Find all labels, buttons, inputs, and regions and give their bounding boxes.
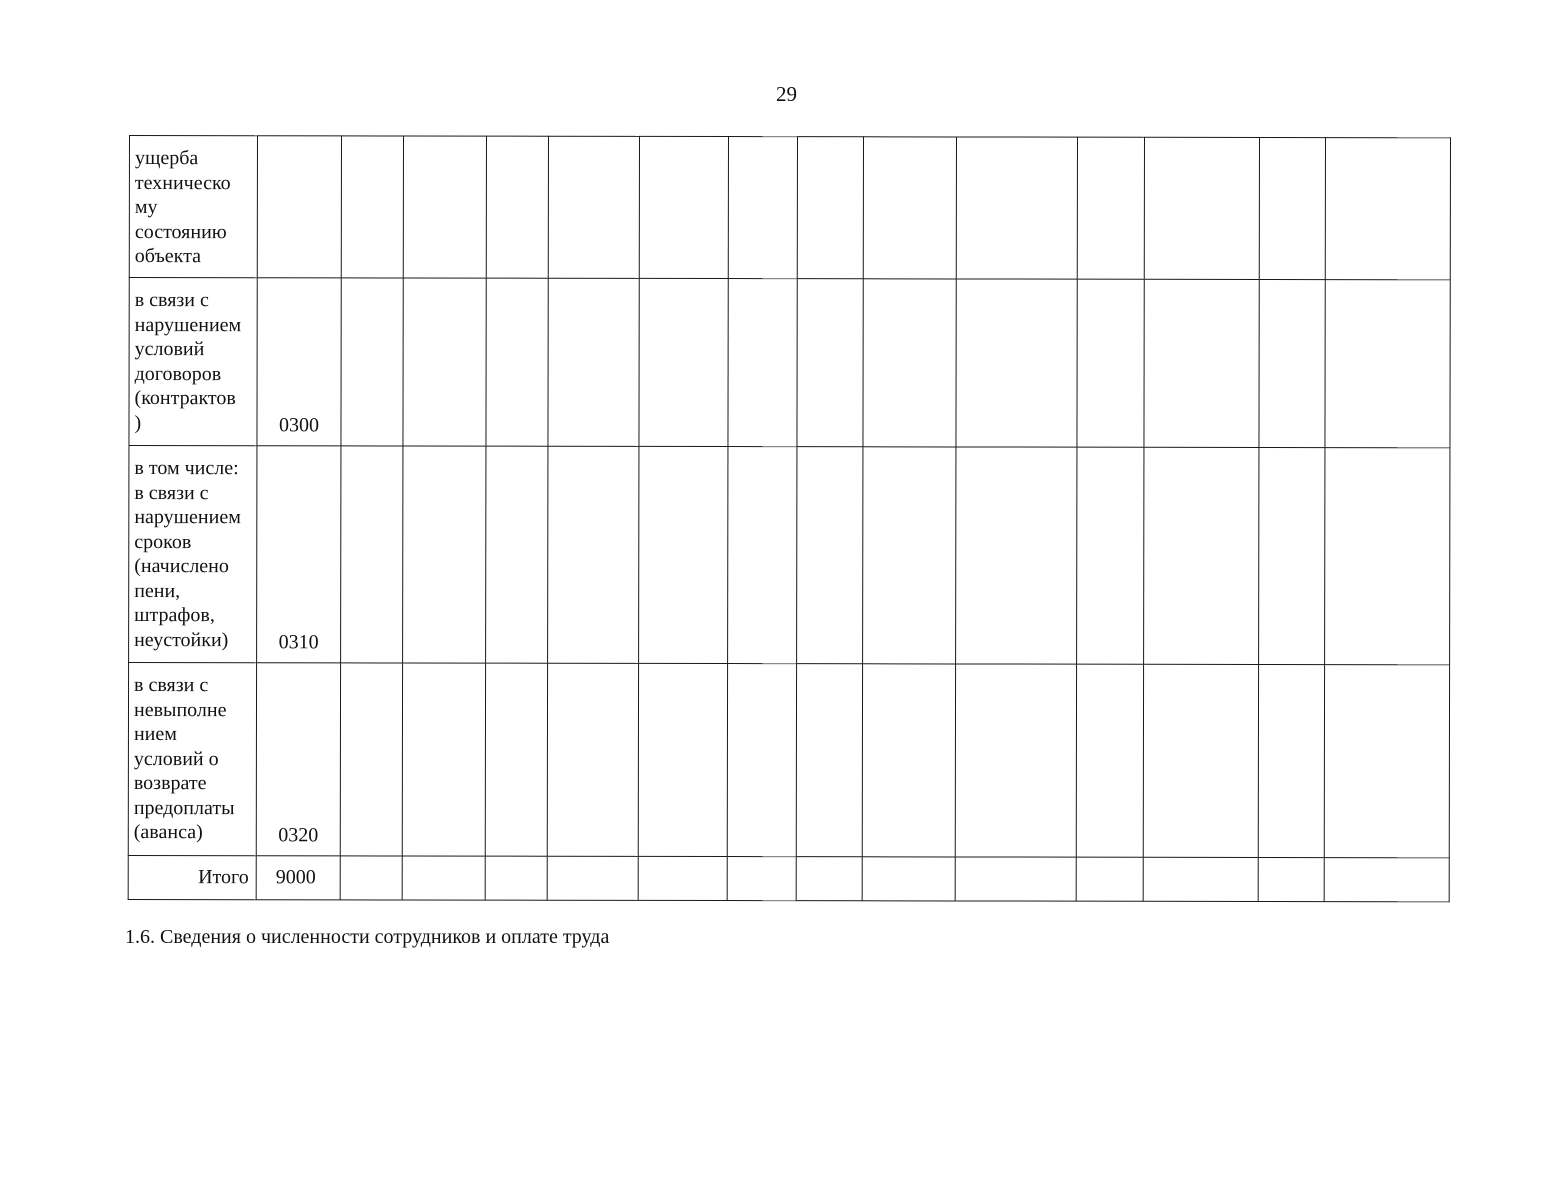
empty-cell (402, 856, 485, 900)
empty-cell (797, 279, 863, 447)
empty-cell (1324, 665, 1449, 858)
empty-cell (1259, 137, 1325, 279)
form-table (128, 135, 1451, 902)
empty-cell (955, 664, 1076, 857)
empty-cell (638, 856, 727, 900)
empty-cell (402, 663, 485, 856)
row-label: ущерба техническо му состоянию объекта (129, 136, 257, 278)
page-number: 29 (776, 82, 797, 106)
empty-cell (1076, 664, 1143, 857)
empty-cell (403, 278, 486, 446)
empty-cell (1076, 857, 1143, 901)
empty-cell (1325, 138, 1450, 280)
total-row (128, 855, 1449, 901)
empty-cell (797, 447, 863, 664)
empty-cell (797, 137, 863, 279)
total-code: 9000 (256, 856, 340, 900)
empty-cell (863, 279, 956, 447)
empty-cell (547, 856, 638, 900)
empty-cell (956, 137, 1077, 279)
empty-cell (1143, 857, 1258, 901)
empty-cell (1144, 447, 1259, 664)
empty-cell (1258, 664, 1324, 857)
empty-cell (1144, 137, 1259, 279)
empty-cell (1143, 664, 1258, 857)
empty-cell (727, 664, 796, 857)
empty-cell (639, 136, 728, 278)
empty-cell (1077, 137, 1144, 279)
empty-cell (862, 857, 955, 901)
empty-cell (403, 136, 486, 278)
empty-cell (1324, 858, 1449, 902)
empty-cell (863, 137, 956, 279)
empty-cell (728, 137, 797, 279)
section-heading: 1.6. Сведения о численности сотрудников и оплате труда (125, 926, 610, 948)
empty-cell (1259, 279, 1325, 447)
row-code: 0310 (257, 446, 341, 663)
empty-cell (956, 279, 1077, 447)
empty-cell (639, 278, 728, 446)
table-row (129, 446, 1450, 665)
empty-cell (486, 278, 548, 446)
empty-cell (1259, 447, 1325, 664)
empty-cell (547, 663, 638, 856)
empty-cell (341, 278, 403, 446)
empty-cell (486, 136, 548, 278)
row-label: в том числе: в связи с нарушением сроков (начислено пени, штрафов, неустойки) (129, 446, 257, 663)
empty-cell (955, 857, 1076, 901)
empty-cell (639, 446, 728, 663)
table-row (128, 663, 1449, 858)
empty-cell (1325, 280, 1450, 448)
empty-cell (728, 279, 797, 447)
row-code: 0320 (256, 663, 340, 856)
empty-cell (485, 856, 547, 900)
empty-cell (548, 136, 639, 278)
empty-cell (548, 278, 639, 446)
empty-cell (340, 856, 402, 900)
row-label: в связи с нарушением условий договоров (контрактов ) (129, 278, 257, 446)
table-row (129, 136, 1450, 280)
empty-cell (638, 663, 727, 856)
empty-cell (728, 447, 797, 664)
empty-cell (1258, 857, 1324, 901)
empty-cell (796, 857, 862, 901)
empty-cell (340, 663, 402, 856)
empty-cell (1325, 448, 1450, 665)
row-code (257, 136, 341, 278)
empty-cell (548, 446, 639, 663)
empty-cell (956, 447, 1077, 664)
empty-cell (341, 136, 403, 278)
empty-cell (863, 447, 956, 664)
empty-cell (796, 664, 862, 857)
empty-cell (485, 663, 547, 856)
empty-cell (727, 857, 796, 901)
empty-cell (1077, 279, 1144, 447)
empty-cell (1077, 447, 1144, 664)
empty-cell (486, 446, 548, 663)
empty-cell (862, 664, 955, 857)
empty-cell (341, 446, 403, 663)
empty-cell (1144, 279, 1259, 447)
row-code: 0300 (257, 278, 341, 446)
table-row (129, 278, 1450, 448)
row-label: в связи с невыполне нием условий о возврате предоплаты (аванса) (128, 663, 256, 856)
empty-cell (403, 446, 486, 663)
total-label: Итого (128, 855, 256, 899)
